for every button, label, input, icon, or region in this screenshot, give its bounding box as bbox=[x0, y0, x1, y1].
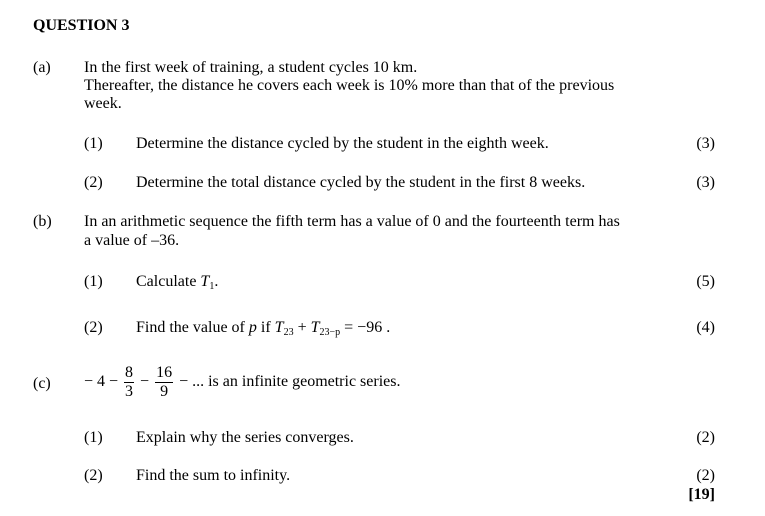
frac2-num: 16 bbox=[156, 364, 173, 381]
part-c-series bbox=[84, 364, 400, 401]
question-heading: QUESTION 3 bbox=[33, 17, 130, 34]
question-total: [19] bbox=[688, 486, 715, 503]
a1-marks: (3) bbox=[696, 135, 715, 152]
frac1-num: 8 bbox=[125, 364, 134, 381]
part-b-stem-line1: In an arithmetic sequence the fifth term has a value of 0 and the fourteenth term has bbox=[84, 213, 620, 230]
frac1-den: 3 bbox=[125, 383, 134, 400]
series-end: − ... is an infinite geometric series. bbox=[179, 373, 401, 391]
a1-number: (1) bbox=[84, 135, 103, 152]
b2-p: p bbox=[248, 319, 257, 336]
fraction-8-3 bbox=[124, 364, 134, 401]
series-minus: − bbox=[140, 373, 150, 391]
b1-text-post: . bbox=[214, 273, 219, 290]
b2-text bbox=[136, 318, 390, 337]
a2-marks: (3) bbox=[696, 174, 715, 191]
part-b-label: (b) bbox=[33, 213, 52, 230]
c1-number: (1) bbox=[84, 429, 103, 446]
a1-text: Determine the distance cycled by the student in the eighth week. bbox=[136, 135, 549, 152]
part-b-stem-line2: a value of –36. bbox=[84, 232, 180, 249]
b2-t1: T bbox=[274, 319, 284, 336]
part-c-label: (c) bbox=[33, 375, 51, 392]
c2-text: Find the sum to infinity. bbox=[136, 467, 291, 484]
a2-number: (2) bbox=[84, 174, 103, 191]
b1-text-pre: Calculate bbox=[136, 273, 201, 290]
b2-number: (2) bbox=[84, 319, 103, 336]
c1-marks: (2) bbox=[696, 429, 715, 446]
a2-text: Determine the total distance cycled by the student in the first 8 weeks. bbox=[136, 174, 586, 191]
b2-sub2: 23−p bbox=[319, 327, 341, 338]
c1-text: Explain why the series converges. bbox=[136, 429, 354, 446]
b2-marks: (4) bbox=[696, 319, 715, 336]
b2-if: if bbox=[256, 319, 275, 336]
part-a-stem-line3: week. bbox=[84, 95, 122, 112]
c2-marks: (2) bbox=[696, 467, 715, 484]
part-a-label: (a) bbox=[33, 59, 51, 76]
fraction-16-9 bbox=[155, 364, 173, 401]
b1-sub: 1 bbox=[209, 281, 215, 292]
b2-plus: + bbox=[293, 319, 311, 336]
b2-text-pre: Find the value of bbox=[136, 319, 249, 336]
frac2-den: 9 bbox=[160, 383, 169, 400]
b1-var: T bbox=[200, 273, 210, 290]
series-start: − 4 − bbox=[84, 373, 119, 391]
part-a-stem-line2: Thereafter, the distance he covers each week is 10% more than that of the previous bbox=[84, 77, 615, 94]
part-a-stem-line1: In the first week of training, a student cycles 10 km. bbox=[84, 59, 418, 76]
c2-number: (2) bbox=[84, 467, 103, 484]
b2-sub1: 23 bbox=[283, 327, 294, 338]
b2-t2: T bbox=[310, 319, 320, 336]
b2-eq: = −96 . bbox=[340, 319, 391, 336]
b1-number: (1) bbox=[84, 273, 103, 290]
b1-marks: (5) bbox=[696, 273, 715, 290]
b1-text bbox=[136, 272, 218, 291]
